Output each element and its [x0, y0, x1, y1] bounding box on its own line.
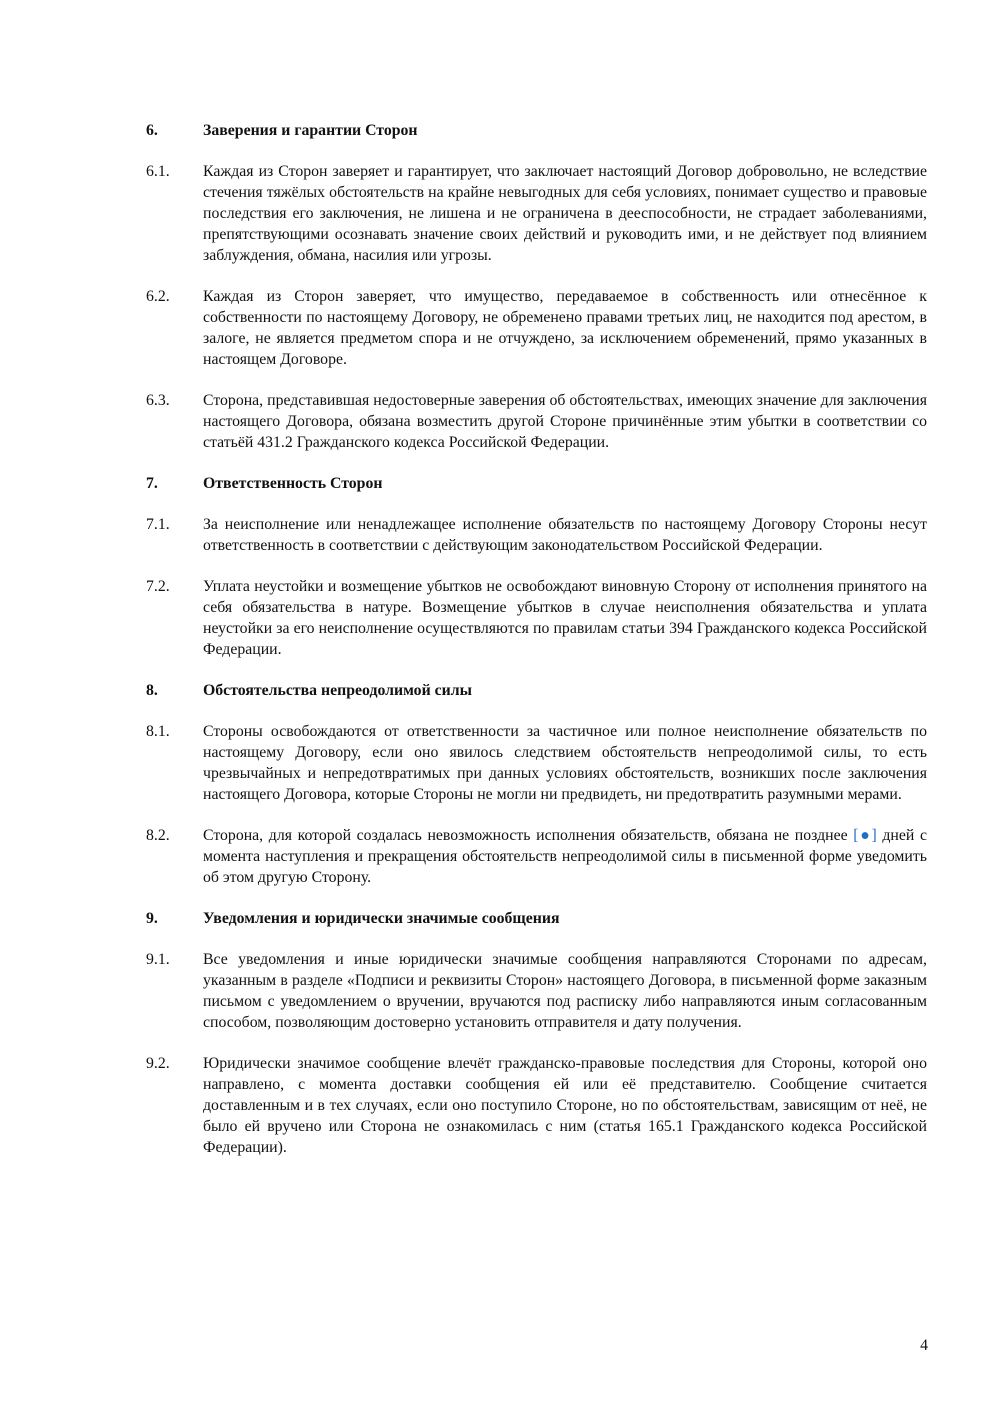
clause-text: Сторона, представившая недостоверные заверения об обстоятельствах, имеющих значение для заключения настоящего Договора, обязана возместить другой Стороне причинённые этим убытки в соответствии со статьёй 431.2 Гражданского кодекса Российской Федерации. [203, 392, 927, 451]
clause-number: 7.1. [146, 516, 170, 533]
document-content [146, 120, 927, 1178]
clause-number: 9.1. [146, 951, 170, 968]
clause-text: Юридически значимое сообщение влечёт гражданско-правовые последствия для Стороны, которой оно направлено, с момента доставки сообщения ей или её представителю. Сообщение считается доставленным и в тех случаях, если оно поступило Стороне, но по обстоятельствам, зависящим от неё, не было ей вручено или Сторона не ознакомилась с ним (статья 165.1 Гражданского кодекса Российской Федерации). [203, 1055, 927, 1156]
clause-text-before: Сторона, для которой создалась невозможность исполнения обязательств, обязана не позднее [203, 827, 854, 844]
clause-text-after: дней с момента наступления и прекращения обстоятельств непреодолимой силы в письменной форме уведомить об этом другую Сторону. [203, 827, 928, 886]
clause-9-1 [146, 949, 927, 1033]
page-number: 4 [920, 1337, 928, 1354]
clause-number: 8.2. [146, 827, 170, 844]
section-title: Заверения и гарантии Сторон [203, 122, 418, 139]
clause-9-2 [146, 1053, 927, 1158]
clause-number: 9.2. [146, 1055, 170, 1072]
section-number: 7. [146, 475, 158, 492]
clause-7-2 [146, 576, 927, 660]
clause-7-1 [146, 514, 927, 556]
section-heading-9 [146, 908, 927, 929]
section-title: Ответственность Сторон [203, 475, 383, 492]
clause-6-1 [146, 161, 927, 266]
section-title: Уведомления и юридически значимые сообщения [203, 910, 560, 927]
clause-text [203, 825, 927, 888]
clause-6-3 [146, 390, 927, 453]
section-heading-7 [146, 473, 927, 494]
section-title: Обстоятельства непреодолимой силы [203, 682, 472, 699]
section-heading-6 [146, 120, 927, 141]
clause-8-1 [146, 721, 927, 805]
clause-8-2 [146, 825, 927, 888]
clause-number: 6.3. [146, 392, 170, 409]
clause-text: Каждая из Сторон заверяет, что имущество, передаваемое в собственность или отнесённое к собственности по настоящему Договору, не обременено правами третьих лиц, не находится под арестом, в залоге, не является предметом спора и не отчуждено, за исключением обременений, прямо указанных в настоящем Договоре. [203, 288, 927, 368]
clause-text: Все уведомления и иные юридически значимые сообщения направляются Сторонами по адресам, указанным в разделе «Подписи и реквизиты Сторон» настоящего Договора, в письменной форме заказным письмом с уведомлением о вручении, вручаются под расписку либо направляются иным согласованным способом, позволяющим достоверно установить отправителя и дату получения. [203, 951, 927, 1031]
section-heading-8 [146, 680, 927, 701]
section-number: 6. [146, 122, 158, 139]
section-number: 9. [146, 910, 158, 927]
clause-number: 7.2. [146, 578, 170, 595]
placeholder-marker: [●] [853, 827, 877, 844]
clause-text: Уплата неустойки и возмещение убытков не освобождают виновную Сторону от исполнения принятого на себя обязательства в натуре. Возмещение убытков в случае неисполнения обязательства и уплата неустойки за его неисполнение осуществляются по правилам статьи 394 Гражданского кодекса Российской Федерации. [203, 578, 927, 658]
clause-text: Каждая из Сторон заверяет и гарантирует, что заключает настоящий Договор добровольно, не вследствие стечения тяжёлых обстоятельств на крайне невыгодных для себя условиях, понимает существо и правовые последствия его заключения, не лишена и не ограничена в дееспособности, не страдает заболеваниями, препятствующими осознавать значение своих действий и руководить ими, и не действует под влиянием заблуждения, обмана, насилия или угрозы. [203, 163, 927, 264]
clause-text: За неисполнение или ненадлежащее исполнение обязательств по настоящему Договору Стороны несут ответственность в соответствии с действующим законодательством Российской Федерации. [203, 516, 927, 554]
clause-number: 6.1. [146, 163, 170, 180]
clause-6-2 [146, 286, 927, 370]
clause-number: 6.2. [146, 288, 170, 305]
clause-text: Стороны освобождаются от ответственности за частичное или полное неисполнение обязательств по настоящему Договору, если оно явилось следствием обстоятельств непреодолимой силы, то есть чрезвычайных и непредотвратимых при данных условиях обстоятельств, возникших после заключения настоящего Договора, которые Стороны не могли ни предвидеть, ни предотвратить разумными мерами. [203, 723, 927, 803]
section-number: 8. [146, 682, 158, 699]
clause-number: 8.1. [146, 723, 170, 740]
